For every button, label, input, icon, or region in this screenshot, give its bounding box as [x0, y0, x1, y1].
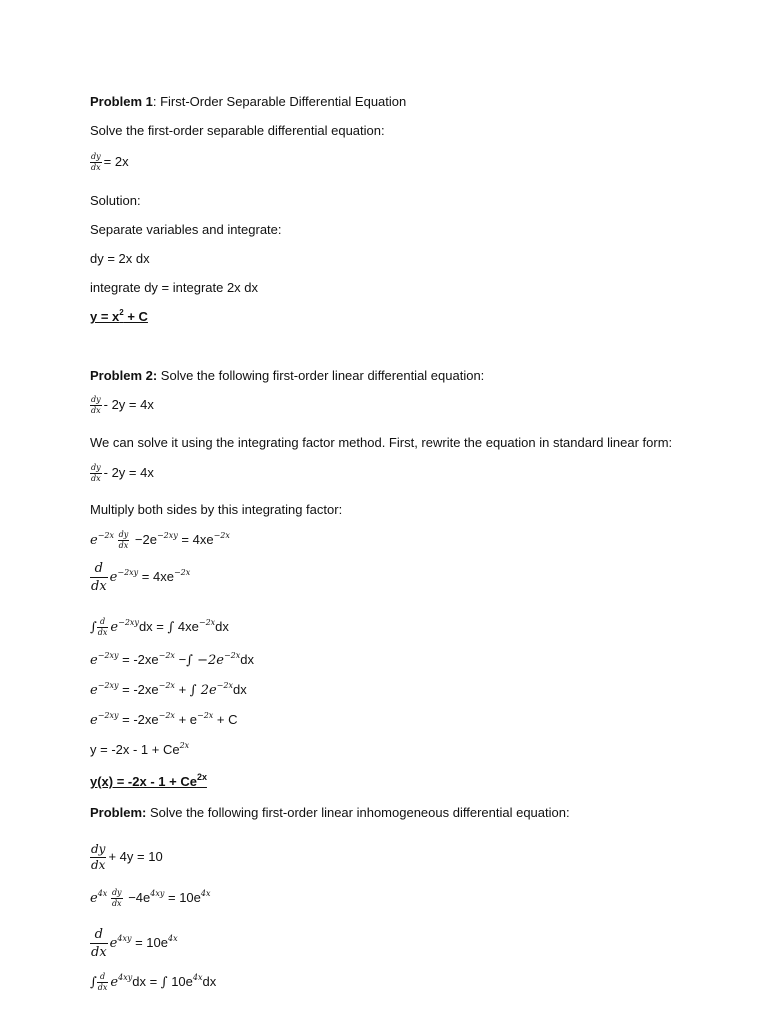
problem-2-step-1: $e^{-2x}$ $\frac{dy}{dx}$ $-2e^{-2xy} = 4xe^{-2x}$	[90, 530, 230, 550]
fraction: $\frac{d}{dx}$	[91, 561, 107, 594]
problem-2-step-3: ∫ $\frac{d}{dx}$ $e^{-2xy}dx$ = ∫ $4xe^{-2x}dx$	[90, 617, 229, 637]
problem-1-heading	[90, 94, 406, 110]
fraction: $\frac{dy}{dx}$	[91, 395, 101, 415]
problem-1-equation: $\frac{dy}{dx}$ = 2x	[91, 152, 129, 172]
problem-1-task: Solve the first-order separable differential equation:	[90, 123, 385, 138]
problem-2-task: Solve the following first-order linear differential equation:	[157, 368, 485, 383]
problem-2-step-2: $\frac{d}{dx}$ $e^{-2xy} = 4xe^{-2x}$	[91, 561, 191, 594]
problem-2-label: Problem 2:	[90, 368, 158, 383]
problem-1-label: Problem 1	[90, 94, 153, 109]
fraction: $\frac{dy}{dx}$	[91, 842, 106, 872]
problem-1-answer: $y = x^2 + C$	[90, 308, 148, 324]
problem-1-step-2: dy = 2x dx	[90, 251, 150, 266]
problem-1-step-3: integrate dy = integrate 2x dx	[90, 280, 259, 295]
problem-3-equation: $\frac{dy}{dx}$ + 4y = 10	[91, 842, 163, 872]
problem-2-step-7: $y = -2x - 1 + Ce^{2x}$	[90, 741, 190, 757]
solution-label: Solution:	[90, 193, 141, 208]
problem-2-equation: $\frac{dy}{dx}$ - 2y = 4x	[91, 395, 154, 415]
problem-1-step-1: Separate variables and integrate:	[90, 222, 282, 237]
fraction: $\frac{d}{dx}$	[97, 617, 108, 637]
problem-3-heading	[90, 805, 570, 821]
problem-3-step-2: $\frac{d}{dx}$ $e^{4xy} = 10e^{4x}$	[91, 927, 178, 960]
fraction: $\frac{dy}{dx}$	[118, 530, 129, 550]
problem-3-step-3: ∫ $\frac{d}{dx}$ $e^{4xy}dx$ = ∫ $10e^{4x}dx$	[90, 972, 217, 992]
problem-2-method: We can solve it using the integrating factor method. First, rewrite the equation in standard linear form:	[90, 435, 673, 450]
fraction: $\frac{dy}{dx}$	[111, 888, 122, 908]
problem-2-answer: $y(x) = -2x - 1 + Ce^{2x}$	[90, 772, 207, 789]
fraction: $\frac{d}{dx}$	[91, 927, 107, 960]
problem-2-step-4: $e^{-2xy} = -2xe^{-2x}$ −∫ $-2e^{-2x}dx$	[90, 651, 254, 668]
problem-2-heading	[90, 368, 484, 384]
problem-2-step-5: $e^{-2xy} = -2xe^{-2x}$ + ∫ $2e^{-2x}dx$	[90, 681, 247, 698]
problem-2-multiply: Multiply both sides by this integrating factor:	[90, 502, 343, 517]
fraction: $\frac{d}{dx}$	[97, 972, 108, 992]
problem-2-step-6: $e^{-2xy} = -2xe^{-2x} + e^{-2x} + C$	[90, 711, 238, 728]
fraction: $\frac{dy}{dx}$	[91, 463, 101, 483]
problem-3-label: Problem:	[90, 805, 147, 820]
problem-1-title: : First-Order Separable Differential Equation	[152, 94, 407, 109]
problem-2-standard-form: $\frac{dy}{dx}$ - 2y = 4x	[91, 463, 154, 483]
problem-3-task: Solve the following first-order linear inhomogeneous differential equation:	[146, 805, 570, 820]
fraction: $\frac{dy}{dx}$	[91, 152, 101, 172]
problem-3-step-1: $e^{4x}$ $\frac{dy}{dx}$ $-4e^{4xy} = 10e^{4x}$	[90, 888, 211, 908]
